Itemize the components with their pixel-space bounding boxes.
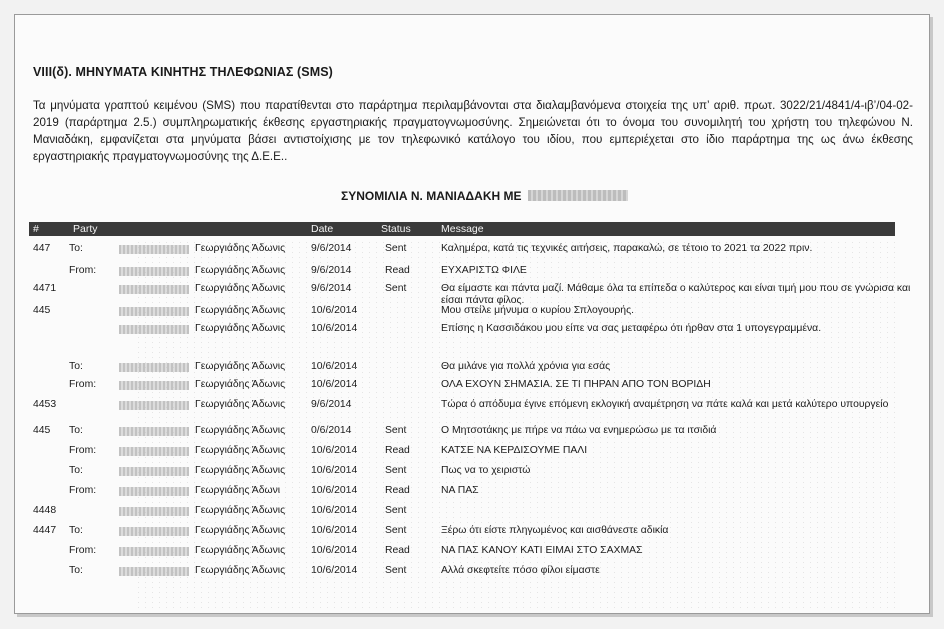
row-date: 10/6/2014 — [311, 445, 358, 456]
row-message: Ξέρω ότι είστε πληγωμένος και αισθάνεστε αδικία — [441, 525, 669, 536]
row-party: Γεωργιάδης Άδωνις — [195, 465, 286, 476]
row-date: 10/6/2014 — [311, 545, 358, 556]
redacted-number — [119, 467, 189, 476]
header-party: Party — [73, 223, 98, 235]
redacted-number — [119, 427, 189, 436]
row-status: Read — [385, 265, 410, 276]
row-direction: From: — [69, 445, 97, 456]
row-num: 4453 — [33, 399, 57, 410]
row-status: Sent — [385, 243, 407, 254]
section-heading: VIII(δ). ΜΗΝΥΜΑΤΑ ΚΙΝΗΤΗΣ ΤΗΛΕΦΩΝΙΑΣ (SMS) — [33, 65, 333, 79]
row-date: 10/6/2014 — [311, 565, 358, 576]
row-message: ΝΑ ΠΑΣ ΚΑΝΟΥ ΚΑΤΙ ΕΙΜΑΙ ΣΤΟ ΣΑΧΜΑΣ — [441, 545, 643, 556]
row-status: Sent — [385, 465, 407, 476]
row-direction: To: — [69, 525, 83, 536]
redacted-number — [119, 447, 189, 456]
row-status: Read — [385, 545, 410, 556]
row-num: 4471 — [33, 283, 57, 294]
row-message: ΚΑΤΣΕ ΝΑ ΚΕΡΔΙΣΟΥΜΕ ΠΑΛΙ — [441, 445, 588, 456]
row-party: Γεωργιάδης Άδωνις — [195, 283, 286, 294]
row-party: Γεωργιάδης Άδωνις — [195, 305, 286, 316]
row-message: Πως να το χειριστώ — [441, 465, 531, 476]
row-message: Ο Μητσοτάκης με πήρε να πάω να ενημερώσω με τα ιτσιδιά — [441, 425, 717, 436]
row-date: 9/6/2014 — [311, 243, 352, 254]
row-party: Γεωργιάδης Άδωνις — [195, 361, 286, 372]
header-num: # — [33, 223, 39, 235]
row-status: Sent — [385, 565, 407, 576]
row-direction: From: — [69, 545, 97, 556]
row-message: ΟΛΑ ΕΧΟΥΝ ΣΗΜΑΣΙΑ. ΣΕ ΤΙ ΠΗΡΑΝ ΑΠΟ ΤΟΝ ΒΟΡΙΔΗ — [441, 379, 711, 390]
row-message: Θα μιλάνε για πολλά χρόνια για εσάς — [441, 361, 611, 372]
redacted-number — [119, 307, 189, 316]
intro-paragraph: Τα μηνύματα γραπτού κειμένου (SMS) που παρατίθενται στο παράρτημα περιλαμβάνονται στα διαλαμβανόμενα στοιχεία της υπ’ αριθ. πρωτ. 3022/21/4841/4-ιβ’/04-02-2019 (παράρτημα 2.5.) συμπληρωματικής έκθεσης εργαστηριακής πραγματογνωμοσύνης. Σημειώνεται ότι το όνομα του συνομιλητή του χρήστη του τηλεφώνου Ν. Μανιαδάκη, εμφανίζεται στα μηνύματα βάσει αντιστοίχισης με τον τηλεφωνικό κατάλογο του ιδίου, που εμπεριέχεται στο ίδιο παράρτημα της ως άνω έκθεσης εργαστηριακής πραγματογνωμοσύνης της Δ.Ε.Ε.. — [33, 99, 913, 163]
row-party: Γεωργιάδης Άδωνις — [195, 323, 286, 334]
row-date: 0/6/2014 — [311, 425, 352, 436]
conversation-title — [341, 189, 628, 203]
row-direction: To: — [69, 361, 83, 372]
row-direction: To: — [69, 565, 83, 576]
row-party: Γεωργιάδης Άδωνις — [195, 399, 286, 410]
row-date: 9/6/2014 — [311, 283, 352, 294]
redacted-number — [119, 507, 189, 516]
row-date: 9/6/2014 — [311, 265, 352, 276]
redacted-number — [119, 363, 189, 372]
row-party: Γεωργιάδης Άδωνις — [195, 445, 286, 456]
row-message: ΝΑ ΠΑΣ — [441, 485, 479, 496]
row-date: 10/6/2014 — [311, 525, 358, 536]
header-date: Date — [311, 223, 334, 235]
row-message: Θα είμαστε και πάντα μαζί. Μάθαμε όλα τα επίπεδα ο καλύτερος και είναι τιμή μου που σε γνώρισα και είσαι πάντα φίλος. — [441, 283, 911, 306]
row-status: Sent — [385, 425, 407, 436]
row-direction: From: — [69, 265, 97, 276]
row-status: Sent — [385, 525, 407, 536]
row-message: Μου στείλε μήνυμα ο κυρίου Σπλογουρής. — [441, 305, 634, 316]
row-direction: To: — [69, 465, 83, 476]
redacted-number — [119, 381, 189, 390]
row-message: Αλλά σκεφτείτε πόσο φίλοι είμαστε — [441, 565, 600, 576]
row-status: Sent — [385, 505, 407, 516]
row-num: 4447 — [33, 525, 57, 536]
row-party: Γεωργιάδης Άδωνις — [195, 379, 286, 390]
row-direction: To: — [69, 243, 83, 254]
row-direction: From: — [69, 379, 97, 390]
row-date: 10/6/2014 — [311, 305, 358, 316]
row-date: 10/6/2014 — [311, 485, 358, 496]
redacted-number — [119, 567, 189, 576]
row-num: 4448 — [33, 505, 57, 516]
row-party: Γεωργιάδης Άδωνις — [195, 525, 286, 536]
row-date: 10/6/2014 — [311, 323, 358, 334]
header-message: Message — [441, 223, 484, 235]
row-party: Γεωργιάδης Άδωνις — [195, 505, 286, 516]
row-date: 10/6/2014 — [311, 361, 358, 372]
row-date: 10/6/2014 — [311, 465, 358, 476]
row-direction: From: — [69, 485, 97, 496]
row-direction: To: — [69, 425, 83, 436]
row-party: Γεωργιάδης Άδωνις — [195, 545, 286, 556]
row-party: Γεωργιάδης Άδωνις — [195, 265, 286, 276]
row-date: 9/6/2014 — [311, 399, 352, 410]
row-status: Read — [385, 445, 410, 456]
row-num: 445 — [33, 305, 51, 316]
row-message: ΕΥΧΑΡΙΣΤΩ ΦΙΛΕ — [441, 265, 527, 276]
row-num: 445 — [33, 425, 51, 436]
row-message: Τώρα ό απόδυμα έγινε επόμενη εκλογική αναμέτρηση να πάτε καλά και μετά καλύτερο υπουργείο — [441, 399, 889, 410]
row-party: Γεωργιάδης Άδωνις — [195, 565, 286, 576]
row-date: 10/6/2014 — [311, 505, 358, 516]
conversation-title-text: ΣΥΝΟΜΙΛΙΑ Ν. ΜΑΝΙΑΔΑΚΗ ΜΕ — [341, 189, 522, 203]
row-message: Επίσης η Κασσιδάκου μου είπε να σας μεταφέρω ότι ήρθαν στα 1 υπογεγραμμένα. — [441, 323, 822, 334]
row-num: 447 — [33, 243, 51, 254]
row-party: Γεωργιάδης Άδωνι — [195, 485, 281, 496]
row-date: 10/6/2014 — [311, 379, 358, 390]
redacted-number — [119, 285, 189, 294]
row-message: Καλημέρα, κατά τις τεχνικές αιτήσεις, παρακαλώ, σε τέτοιο το 2021 τα 2022 πριν. — [441, 243, 813, 254]
document-page — [14, 14, 930, 614]
row-status: Read — [385, 485, 410, 496]
header-status: Status — [381, 223, 411, 235]
row-party: Γεωργιάδης Άδωνις — [195, 425, 286, 436]
redacted-number — [119, 527, 189, 536]
redacted-number — [119, 267, 189, 276]
redacted-number — [119, 547, 189, 556]
redacted-number — [119, 401, 189, 410]
row-status: Sent — [385, 283, 407, 294]
redacted-name — [528, 190, 628, 201]
redacted-number — [119, 487, 189, 496]
table-header — [29, 222, 895, 236]
redacted-number — [119, 245, 189, 254]
row-party: Γεωργιάδης Άδωνις — [195, 243, 286, 254]
redacted-number — [119, 325, 189, 334]
